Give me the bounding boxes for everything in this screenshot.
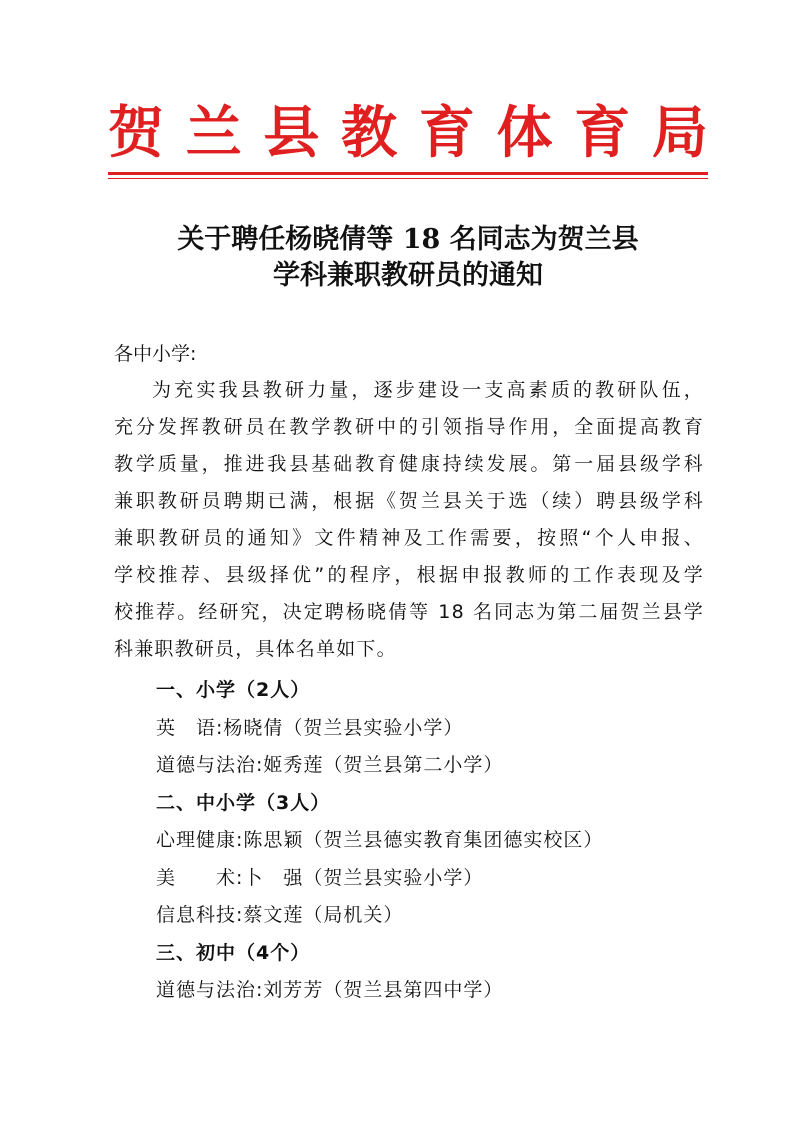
document-title [100,222,716,294]
list-item [156,860,716,898]
entry-text: 陈思颖（贺兰县德实教育集团德实校区） [243,829,604,851]
letterhead-char: 兰 [185,100,242,166]
list-item [156,897,716,935]
body-line: 学校推荐、县级择优”的程序，根据申报教师的工作表现及学 [114,564,704,586]
entry-text: 刘芳芳（贺兰县第四中学） [263,979,504,1001]
entry-role: 信息科技: [156,904,244,926]
letterhead-title [108,92,708,174]
letterhead-char: 贺 [108,100,164,166]
entry-role: 道德与法治: [156,754,264,776]
letterhead-char: 局 [651,100,708,166]
entry-role: 心理健康: [156,829,244,851]
entry-role: 美 术: [156,866,244,889]
body-paragraph [114,372,704,668]
body-line: 充分发挥教研员在教学教研中的引领指导作用，全面提高教育 [114,416,704,438]
entry-text: 姬秀莲（贺兰县第二小学） [263,754,504,776]
list-item [156,972,716,1010]
body-line: 教学质量，推进我县基础教育健康持续发展。第一届县级学科 [114,453,704,475]
letterhead-char: 体 [496,100,553,166]
document-title-line-2: 学科兼职教研员的通知 [273,260,543,291]
salutation: 各中小学: [114,343,197,365]
entry-text: 蔡文莲（局机关） [243,904,404,926]
letterhead-divider-thick [108,172,708,175]
entry-role: 道德与法治: [156,979,264,1001]
list-item [156,822,716,860]
section-heading-junior: 三、初中（4个） [156,941,311,964]
list-item [156,747,716,785]
letterhead-char: 县 [263,100,320,166]
letterhead-char: 育 [418,100,475,166]
entry-text: 卜 强（贺兰县实验小学） [243,866,484,889]
body-line: 为充实我县教研力量，逐步建设一支高素质的教研队伍， [152,379,704,401]
entry-text: 杨晓倩（贺兰县实验小学） [223,716,464,739]
section-heading-primary: 一、小学（2人） [156,679,311,701]
list-item [156,710,716,748]
body-line: 校推荐。经研究，决定聘杨晓倩等 18 名同志为第二届贺兰县学 [114,601,704,623]
letterhead-char: 教 [341,100,398,166]
body-line: 兼职教研员的通知》文件精神及工作需要，按照“个人申报、 [114,527,704,549]
letterhead-divider-thin [108,178,708,179]
entry-role: 英 语: [156,716,224,739]
section-heading-mixed: 二、中小学（3人） [156,791,331,814]
appointee-list [156,672,716,1010]
document-title-line-1: 关于聘任杨晓倩等 18 名同志为贺兰县 [177,224,639,255]
letterhead-char: 育 [574,100,631,166]
body-line: 科兼职教研员，具体名单如下。 [114,638,397,660]
body-line: 兼职教研员聘期已满，根据《贺兰县关于选（续）聘县级学科 [114,490,704,512]
